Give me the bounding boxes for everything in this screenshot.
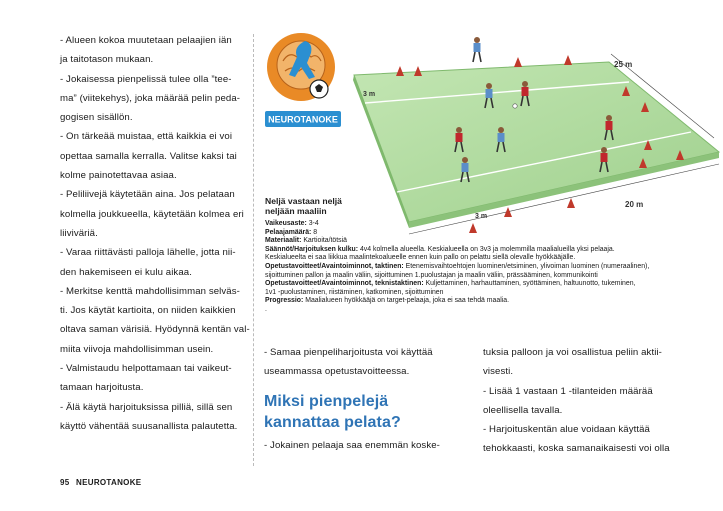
body-line: - Merkitse kenttä mahdollisimman selväs-: [60, 285, 240, 297]
exercise-field-value: sijoittuminen pallon ja maalin väliin, sijoittuminen 1.puolustajan ja maalin väliin, prässääminen, kommunikointi: [265, 271, 598, 279]
body-line: - Harjoituskentän alue voidaan käyttää: [483, 424, 650, 436]
body-line: kolmella joukkueella, käytetään kolmea eri: [60, 208, 244, 220]
dim-3m-bottom: 3 m: [475, 213, 488, 220]
body-line: tuksia palloon ja voi osallistua peliin aktii-: [483, 347, 662, 358]
exercise-field: [265, 246, 705, 255]
exercise-field-label: Materiaalit:: [265, 237, 302, 245]
exercise-field: [265, 289, 705, 298]
exercise-field: [265, 237, 705, 246]
exercise-title-line: neljään maaliin: [265, 206, 327, 216]
column-divider: [253, 34, 254, 466]
page-number: 95: [60, 478, 70, 487]
exercise-field-label: Progressio:: [265, 297, 304, 305]
dim-25m: 25 m: [614, 60, 633, 69]
exercise-title-line: Neljä vastaan neljä: [265, 196, 342, 206]
body-line: - Samaa pienpeliharjoitusta voi käyttää: [264, 347, 433, 358]
right-column: [483, 343, 668, 459]
body-line: käyttö vähentää suusanallista palautetta.: [60, 420, 238, 432]
exercise-field: [265, 272, 705, 281]
body-line: tehokkaasti, koska samanaikaisesti voi olla: [483, 443, 670, 455]
section-heading-line: Miksi pienpelejä: [264, 392, 389, 410]
body-line: miita viivoja mahdollisimman usein.: [60, 343, 214, 355]
body-line: den hakemiseen ei kulu aikaa.: [60, 266, 192, 278]
cone: [396, 66, 404, 76]
middle-column: [264, 343, 464, 455]
exercise-field-value: Keskialueelta ei saa liikkua maalintekoalueelle ennen kuin pallo on pelattu siellä olevalle hyökkääjälle.: [265, 254, 576, 262]
body-line: oltava saman värisiä. Hyödynnä kentän val-: [60, 324, 250, 336]
body-line: visesti.: [483, 366, 514, 378]
page-footer: [60, 478, 141, 487]
exercise-title: [265, 196, 705, 216]
left-column: [60, 31, 250, 436]
neurotanoke-logo: [261, 27, 345, 135]
body-line: - Varaa riittävästi palloja lähelle, jotta nii-: [60, 247, 236, 259]
body-line: - Valmistaudu helpottamaan tai vaikeut-: [60, 363, 232, 375]
exercise-field-label: Säännöt/Harjoituksen kulku:: [265, 245, 359, 253]
section-heading: [264, 391, 464, 433]
ball: [513, 104, 517, 108]
body-line: - Alueen kokoa muutetaan pelaajien iän: [60, 35, 232, 46]
exercise-field-label: Pelaajamäärä:: [265, 228, 312, 236]
exercise-field-value: Kartioita/tötsiä: [303, 237, 347, 245]
body-line: oleellisella tavalla.: [483, 404, 563, 416]
exercise-field-value: 1v1 -puolustaminen, riistäminen, katkominen, sijoittuminen: [265, 288, 444, 296]
exercise-field-value: Kuljettaminen, harhauttaminen, syöttäminen, haltuunotto, tukeminen,: [425, 280, 636, 288]
cone: [414, 66, 422, 76]
section-heading-line: kannattaa pelata?: [264, 413, 401, 431]
body-line: - Peliliivejä käytetään aina. Jos pelataan: [60, 189, 235, 201]
body-line: tamaan harjoitusta.: [60, 382, 144, 394]
cone: [564, 55, 572, 65]
body-line: kolme painotettavaa asiaa.: [60, 170, 177, 182]
body-line: useammassa opetustavoitteessa.: [264, 366, 410, 378]
player-blue: [473, 37, 481, 62]
exercise-dot: .: [265, 305, 267, 313]
body-line: ja taitotason mukaan.: [60, 54, 154, 66]
exercise-info-box: [265, 196, 705, 331]
exercise-field: [265, 297, 705, 306]
body-line: - On tärkeää muistaa, että kaikkia ei voi: [60, 131, 233, 143]
exercise-field-label: Vaikeusaste:: [265, 220, 307, 227]
exercise-field-value: 3-4: [308, 220, 319, 227]
body-line: opettaa samalla kerralla. Valitse kaksi tai: [60, 150, 237, 162]
body-line: - Lisää 1 vastaan 1 -tilanteiden määrää: [483, 385, 653, 397]
exercise-field-value: Maalialueen hyökkääjä on target-pelaaja, joka ei saa tehdä maalia.: [305, 297, 510, 305]
exercise-field: [265, 254, 705, 263]
exercise-field-value: 8: [313, 228, 318, 236]
body-line: - Jokainen pelaaja saa enemmän koske-: [264, 439, 440, 451]
exercise-field: [265, 220, 705, 229]
exercise-field-label: Opetustavoitteet/Avaintoiminnot, teknistaktinen:: [265, 280, 424, 288]
exercise-field-label: Opetustavoitteet/Avaintoiminnot, taktinen:: [265, 262, 404, 270]
exercise-field: [265, 229, 705, 238]
cone: [514, 57, 522, 67]
exercise-field-value: Etenemisvaihtoehtojen luominen/etsiminen, ylivoiman luominen (numeraalinen),: [405, 262, 650, 270]
exercise-field: [265, 280, 705, 289]
footer-brand: NEUROTANOKE: [76, 478, 142, 487]
body-line: liiviväriä.: [60, 227, 98, 239]
body-line: - Jokaisessa pienpelissä tulee olla ”tee-: [60, 73, 232, 85]
exercise-field-value: 4v4 kolmella alueella. Keskialueella on 3v3 ja molemmilla maalialueilla yksi pelaaja.: [359, 245, 615, 253]
logo-text: NEUROTANOKE: [268, 114, 338, 125]
body-line: ti. Jos käytät kartioita, on niiden kaikkien: [60, 305, 236, 317]
body-line: gogisen sisällön.: [60, 112, 133, 124]
dim-20m: 20 m: [625, 200, 644, 209]
body-line: ma” (viitekehys), joka määrää pelin peda-: [60, 92, 241, 104]
body-line: - Älä käytä harjoituksissa pilliä, sillä sen: [60, 401, 233, 413]
dim-3m-top: 3 m: [363, 91, 376, 98]
exercise-fields: [265, 220, 705, 306]
exercise-field: [265, 263, 705, 272]
